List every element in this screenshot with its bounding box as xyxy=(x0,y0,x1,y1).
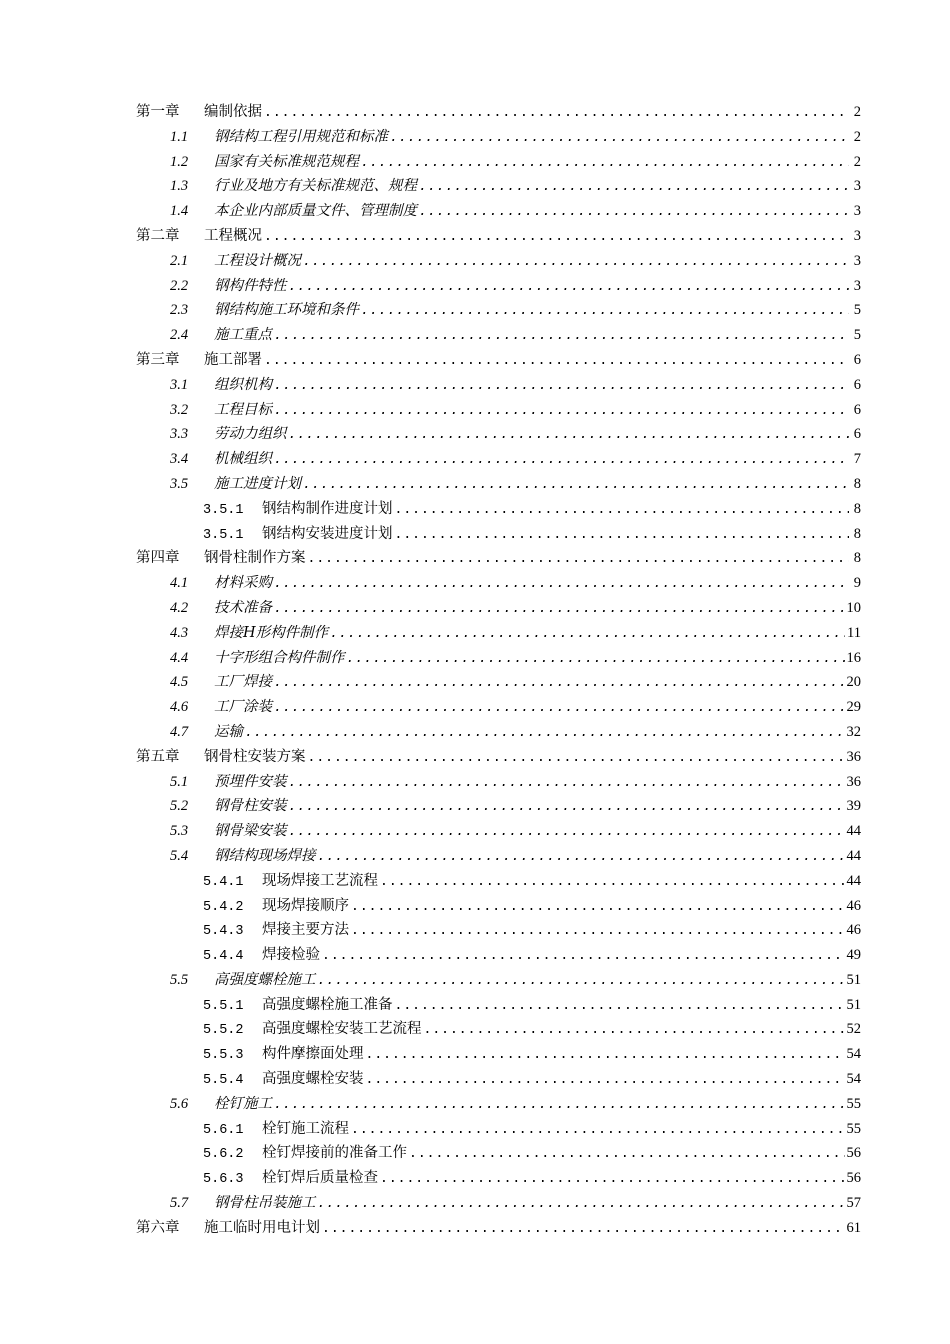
toc-entry-page: 29 xyxy=(846,699,861,716)
toc-entry-number: 5.4.2 xyxy=(203,899,244,915)
toc-entry-page: 51 xyxy=(846,996,861,1013)
toc-entry[interactable] xyxy=(136,522,861,547)
toc-entry-number: 3.5 xyxy=(170,475,189,492)
toc-entry-title: 高强度螺栓施工准备 xyxy=(262,996,393,1013)
toc-entry-number: 4.7 xyxy=(170,723,189,740)
dot-leader xyxy=(351,919,845,944)
toc-entry-page: 3 xyxy=(853,227,861,244)
dot-leader xyxy=(274,324,849,349)
toc-entry[interactable] xyxy=(136,1166,861,1191)
dot-leader xyxy=(318,845,845,870)
toc-entry-number: 5.4.3 xyxy=(203,924,244,940)
toc-entry-page: 36 xyxy=(846,773,861,790)
dot-leader xyxy=(274,1093,845,1118)
dot-leader xyxy=(289,771,845,796)
toc-entry-number: 5.2 xyxy=(170,798,189,815)
toc-entry-number: 5.5 xyxy=(170,971,189,988)
toc-entry-number: 1.2 xyxy=(170,153,189,170)
toc-entry-page: 56 xyxy=(846,1145,861,1162)
toc-entry[interactable] xyxy=(136,794,861,819)
toc-entry-number: 第三章 xyxy=(136,351,180,368)
toc-entry[interactable] xyxy=(136,125,861,150)
dot-leader xyxy=(351,895,845,920)
toc-entry-page: 51 xyxy=(846,971,861,988)
toc-entry-number: 第六章 xyxy=(136,1219,180,1236)
toc-entry-page: 11 xyxy=(847,624,861,641)
dot-leader xyxy=(361,151,849,176)
toc-entry-number: 1.1 xyxy=(170,128,189,145)
toc-entry-page: 39 xyxy=(846,798,861,815)
toc-entry-page: 55 xyxy=(846,1095,861,1112)
toc-entry-title: 施工临时用电计划 xyxy=(204,1219,320,1236)
toc-entry[interactable] xyxy=(136,621,861,646)
dot-leader xyxy=(274,597,845,622)
toc-entry-page: 7 xyxy=(853,451,861,468)
toc-entry-title: 栓钉焊后质量检查 xyxy=(262,1170,378,1187)
toc-entry[interactable] xyxy=(136,993,861,1018)
toc-entry-number: 4.3 xyxy=(170,624,189,641)
toc-entry-page: 5 xyxy=(853,327,861,344)
toc-entry-page: 6 xyxy=(853,426,861,443)
dot-leader xyxy=(289,820,845,845)
toc-entry-number: 5.7 xyxy=(170,1195,189,1212)
toc-entry-title: 技术准备 xyxy=(214,599,272,616)
toc-entry-number: 4.5 xyxy=(170,674,189,691)
toc-entry-number: 5.6.3 xyxy=(203,1172,244,1188)
dot-leader xyxy=(308,746,845,771)
toc-entry-number: 2.3 xyxy=(170,302,189,319)
toc-entry[interactable] xyxy=(136,894,861,919)
toc-entry-page: 2 xyxy=(853,153,861,170)
dot-leader xyxy=(274,374,849,399)
toc-entry[interactable] xyxy=(136,1191,861,1216)
dot-leader xyxy=(322,944,845,969)
toc-entry-title: 工厂涂装 xyxy=(214,699,272,716)
toc-entry[interactable] xyxy=(136,1141,861,1166)
toc-entry-title: 钢结构现场焊接 xyxy=(214,847,316,864)
toc-entry-number: 5.5.1 xyxy=(203,998,244,1014)
toc-entry-number: 5.4 xyxy=(170,847,189,864)
toc-entry-page: 46 xyxy=(846,897,861,914)
toc-entry-title: 钢骨柱制作方案 xyxy=(204,550,306,567)
dot-leader xyxy=(289,795,845,820)
toc-entry-number: 3.4 xyxy=(170,451,189,468)
toc-entry-title: 工程设计概况 xyxy=(214,252,301,269)
toc-entry-page: 57 xyxy=(846,1195,861,1212)
toc-entry[interactable] xyxy=(136,844,861,869)
toc-entry[interactable] xyxy=(136,422,861,447)
toc-entry-number: 5.4.4 xyxy=(203,949,244,965)
toc-entry-title: 施工重点 xyxy=(214,327,272,344)
toc-entry-title: 十字形组合构件制作 xyxy=(214,649,345,666)
toc-entry-title: 工程目标 xyxy=(214,401,272,418)
toc-entry-title: 钢结构工程引用规范和标准 xyxy=(214,128,388,145)
toc-entry[interactable] xyxy=(136,596,861,621)
toc-entry-page: 2 xyxy=(853,128,861,145)
toc-entry-title: 钢骨梁安装 xyxy=(214,823,287,840)
toc-entry-page: 44 xyxy=(846,872,861,889)
toc-entry[interactable] xyxy=(136,546,861,571)
toc-entry-number: 2.2 xyxy=(170,277,189,294)
toc-entry-number: 3.1 xyxy=(170,376,189,393)
toc-entry-title: 劳动力组织 xyxy=(214,426,287,443)
toc-entry-page: 54 xyxy=(846,1071,861,1088)
toc-entry[interactable] xyxy=(136,770,861,795)
toc-entry[interactable] xyxy=(136,571,861,596)
toc-entry-number: 第二章 xyxy=(136,227,180,244)
dot-leader xyxy=(245,721,845,746)
toc-entry-page: 36 xyxy=(846,748,861,765)
toc-entry-title: 组织机构 xyxy=(214,376,272,393)
toc-entry-page: 49 xyxy=(846,947,861,964)
dot-leader xyxy=(351,1118,845,1143)
toc-entry-number: 1.4 xyxy=(170,203,189,220)
toc-entry-page: 8 xyxy=(853,500,861,517)
toc-entry-number: 1.3 xyxy=(170,178,189,195)
toc-entry-title: 施工进度计划 xyxy=(214,475,301,492)
toc-entry-number: 2.1 xyxy=(170,252,189,269)
toc-entry[interactable] xyxy=(136,695,861,720)
toc-entry-number: 5.6.1 xyxy=(203,1122,244,1138)
toc-entry-title: 钢构件特性 xyxy=(214,277,287,294)
toc-entry-page: 46 xyxy=(846,922,861,939)
toc-entry-title: 钢骨柱安装 xyxy=(214,798,287,815)
toc-entry-title: 钢结构施工环境和条件 xyxy=(214,302,359,319)
toc-entry-number: 4.4 xyxy=(170,649,189,666)
toc-entry-number: 5.3 xyxy=(170,823,189,840)
toc-entry[interactable] xyxy=(136,199,861,224)
dot-leader xyxy=(308,547,850,572)
toc-entry-title: 高强度螺栓安装工艺流程 xyxy=(262,1021,422,1038)
toc-entry-title: 工厂焊接 xyxy=(214,674,272,691)
toc-entry[interactable] xyxy=(136,497,861,522)
toc-entry[interactable] xyxy=(136,348,861,373)
dot-leader xyxy=(264,101,849,126)
dot-leader xyxy=(390,126,849,151)
dot-leader xyxy=(395,498,850,523)
toc-entry-page: 32 xyxy=(846,723,861,740)
toc-entry-page: 16 xyxy=(846,649,861,666)
toc-entry-number: 第一章 xyxy=(136,104,180,120)
toc-entry-number: 2.4 xyxy=(170,327,189,344)
toc-entry-page: 61 xyxy=(846,1219,861,1236)
dot-leader xyxy=(347,647,845,672)
toc-entry-title: 焊接H形构件制作 xyxy=(214,624,329,641)
dot-leader xyxy=(318,969,845,994)
table-of-contents xyxy=(136,100,861,1241)
toc-entry[interactable] xyxy=(136,249,861,274)
toc-entry-number: 5.6 xyxy=(170,1095,189,1112)
toc-entry-title: 机械组织 xyxy=(214,451,272,468)
toc-entry[interactable] xyxy=(136,1042,861,1067)
dot-leader xyxy=(322,1217,845,1242)
toc-entry-number: 3.2 xyxy=(170,401,189,418)
toc-entry-page: 3 xyxy=(853,203,861,220)
toc-entry[interactable] xyxy=(136,1117,861,1142)
dot-leader xyxy=(409,1142,845,1167)
dot-leader xyxy=(380,1167,845,1192)
dot-leader xyxy=(380,870,845,895)
toc-entry[interactable] xyxy=(136,298,861,323)
toc-entry[interactable] xyxy=(136,100,861,125)
toc-entry-number: 5.5.4 xyxy=(203,1073,244,1089)
toc-entry[interactable] xyxy=(136,968,861,993)
toc-entry[interactable] xyxy=(136,1067,861,1092)
toc-entry[interactable] xyxy=(136,323,861,348)
toc-entry-title: 工程概况 xyxy=(204,227,262,244)
dot-leader xyxy=(424,1018,845,1043)
toc-entry-title: 本企业内部质量文件、管理制度 xyxy=(214,203,417,220)
toc-entry-page: 20 xyxy=(846,674,861,691)
toc-entry-number: 4.2 xyxy=(170,599,189,616)
toc-entry-title: 焊接检验 xyxy=(262,947,320,964)
toc-entry[interactable] xyxy=(136,869,861,894)
toc-entry-page: 3 xyxy=(853,252,861,269)
toc-entry[interactable] xyxy=(136,398,861,423)
toc-entry-title: 钢结构安装进度计划 xyxy=(262,525,393,542)
toc-entry-number: 3.5.1 xyxy=(203,502,244,518)
toc-entry[interactable] xyxy=(136,720,861,745)
toc-entry-page: 3 xyxy=(853,277,861,294)
toc-entry-page: 44 xyxy=(846,823,861,840)
toc-entry[interactable] xyxy=(136,1092,861,1117)
toc-entry-page: 52 xyxy=(846,1021,861,1038)
toc-entry-title: 运输 xyxy=(214,723,243,740)
dot-leader xyxy=(366,1043,845,1068)
dot-leader xyxy=(274,448,849,473)
toc-entry[interactable] xyxy=(136,1017,861,1042)
dot-leader xyxy=(264,225,849,250)
toc-entry-page: 2 xyxy=(853,104,861,120)
toc-entry[interactable] xyxy=(136,1216,861,1241)
toc-entry-page: 8 xyxy=(853,525,861,542)
toc-entry[interactable] xyxy=(136,447,861,472)
toc-entry[interactable] xyxy=(136,943,861,968)
toc-entry[interactable] xyxy=(136,373,861,398)
dot-leader xyxy=(274,572,849,597)
toc-entry[interactable] xyxy=(136,224,861,249)
toc-entry-number: 3.3 xyxy=(170,426,189,443)
toc-entry-title: 高强度螺栓安装 xyxy=(262,1071,364,1088)
toc-entry-number: 4.6 xyxy=(170,699,189,716)
toc-entry-number: 5.5.3 xyxy=(203,1048,244,1064)
toc-entry-page: 10 xyxy=(846,599,861,616)
dot-leader xyxy=(361,299,849,324)
toc-entry-page: 54 xyxy=(846,1046,861,1063)
toc-entry-page: 56 xyxy=(846,1170,861,1187)
toc-entry-title: 栓钉焊接前的准备工作 xyxy=(262,1145,407,1162)
toc-entry[interactable] xyxy=(136,174,861,199)
toc-entry-title: 栓钉施工 xyxy=(214,1095,272,1112)
toc-entry-title: 现场焊接工艺流程 xyxy=(262,872,378,889)
toc-entry-page: 44 xyxy=(846,847,861,864)
dot-leader xyxy=(330,622,845,647)
toc-entry-page: 55 xyxy=(846,1120,861,1137)
toc-entry[interactable] xyxy=(136,472,861,497)
toc-entry-number: 4.1 xyxy=(170,575,189,592)
toc-entry[interactable] xyxy=(136,274,861,299)
dot-leader xyxy=(289,275,850,300)
toc-entry-number: 5.6.2 xyxy=(203,1147,244,1163)
toc-entry[interactable] xyxy=(136,670,861,695)
toc-entry[interactable] xyxy=(136,745,861,770)
toc-entry-number: 第五章 xyxy=(136,748,180,765)
toc-entry-title: 现场焊接顺序 xyxy=(262,897,349,914)
dot-leader xyxy=(289,423,850,448)
dot-leader xyxy=(303,250,849,275)
dot-leader xyxy=(366,1068,845,1093)
toc-entry-title: 钢骨柱吊装施工 xyxy=(214,1195,316,1212)
toc-entry-title: 焊接主要方法 xyxy=(262,922,349,939)
toc-entry-number: 第四章 xyxy=(136,550,180,567)
dot-leader xyxy=(303,473,849,498)
toc-entry-page: 8 xyxy=(853,550,861,567)
toc-entry-number: 5.4.1 xyxy=(203,874,244,890)
dot-leader xyxy=(274,696,845,721)
toc-entry-number: 5.5.2 xyxy=(203,1023,244,1039)
toc-entry[interactable] xyxy=(136,646,861,671)
toc-entry-title: 构件摩擦面处理 xyxy=(262,1046,364,1063)
toc-entry-page: 3 xyxy=(853,178,861,195)
toc-entry-title: 钢骨柱安装方案 xyxy=(204,748,306,765)
toc-entry-title: 预埋件安装 xyxy=(214,773,287,790)
toc-entry-title: 高强度螺栓施工 xyxy=(214,971,316,988)
toc-entry-page: 6 xyxy=(853,351,861,368)
dot-leader xyxy=(264,349,849,374)
dot-leader xyxy=(419,175,849,200)
toc-entry-number: 5.1 xyxy=(170,773,189,790)
dot-leader xyxy=(395,994,845,1019)
toc-entry-title: 施工部署 xyxy=(204,351,262,368)
toc-entry-page: 6 xyxy=(853,401,861,418)
toc-entry-page: 5 xyxy=(853,302,861,319)
toc-entry-page: 8 xyxy=(853,475,861,492)
dot-leader xyxy=(274,671,845,696)
toc-entry[interactable] xyxy=(136,918,861,943)
dot-leader xyxy=(395,523,850,548)
toc-entry-page: 9 xyxy=(853,575,861,592)
dot-leader xyxy=(318,1192,845,1217)
toc-entry-title: 行业及地方有关标准规范、规程 xyxy=(214,178,417,195)
dot-leader xyxy=(274,399,849,424)
toc-entry-title: 钢结构制作进度计划 xyxy=(262,500,393,517)
toc-entry[interactable] xyxy=(136,819,861,844)
toc-entry-page: 6 xyxy=(853,376,861,393)
toc-entry-title: 材料采购 xyxy=(214,575,272,592)
toc-entry-title: 编制依据 xyxy=(204,104,262,120)
toc-entry[interactable] xyxy=(136,150,861,175)
toc-entry-title: 栓钉施工流程 xyxy=(262,1120,349,1137)
dot-leader xyxy=(419,200,849,225)
toc-entry-number: 3.5.1 xyxy=(203,527,244,543)
toc-entry-title: 国家有关标准规范规程 xyxy=(214,153,359,170)
